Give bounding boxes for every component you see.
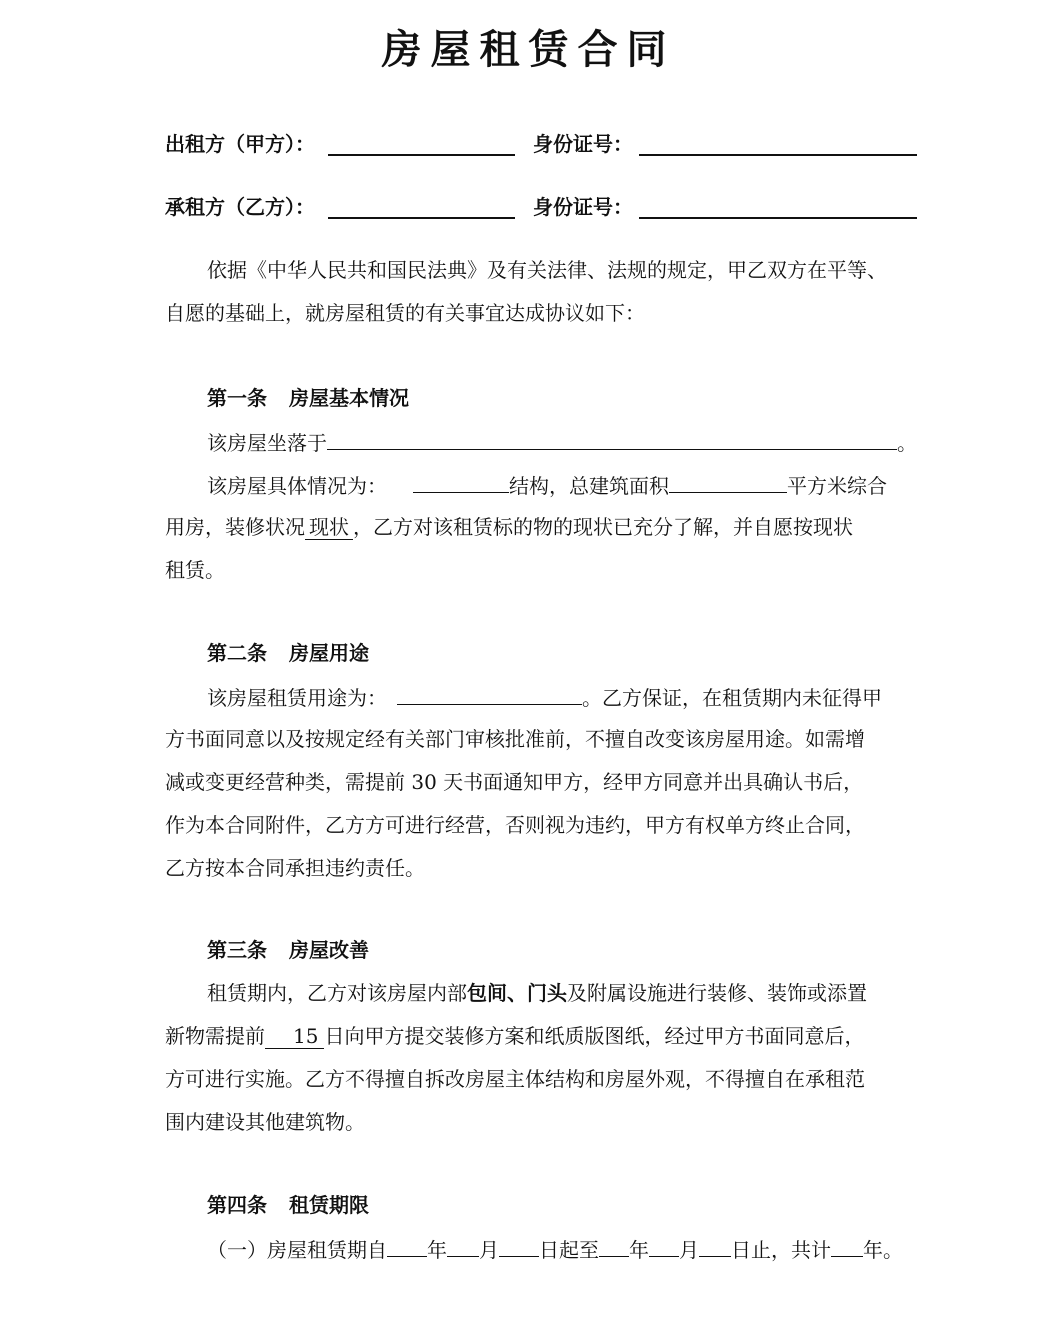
end-day-field[interactable]: [699, 1232, 731, 1257]
end-year-field[interactable]: [599, 1232, 629, 1257]
start-month-field[interactable]: [447, 1232, 479, 1257]
article-2-line-4: 作为本合同附件，乙方方可进行经营，否则视为违约，甲方有权单方终止合同，: [165, 813, 865, 837]
lessor-label: 出租方（甲方）：: [165, 132, 315, 156]
article-3-title: 房屋改善: [289, 938, 369, 962]
article-1-line-3: 租赁。: [165, 558, 225, 582]
improvement-suffix: 及附属设施进行装修、装饰或添置: [567, 981, 867, 1005]
article-3-heading: [207, 934, 369, 966]
improvement-prefix: 租赁期内，乙方对该房屋内部: [207, 981, 467, 1005]
article-4-clause-1: [207, 1232, 903, 1266]
end-month-label: 月: [679, 1238, 699, 1262]
article-1-location-line: [207, 425, 917, 459]
article-2-number: 第二条: [207, 641, 267, 665]
lessee-id-field[interactable]: [639, 217, 917, 219]
article-1-decoration-line: [165, 511, 853, 543]
preamble-line-1: 依据《中华人民共和国民法典》及有关法律、法规的规定，甲乙双方在平等、: [207, 258, 887, 282]
term-prefix: （一）房屋租赁期自: [207, 1238, 387, 1262]
location-field[interactable]: [327, 425, 897, 450]
total-years-field[interactable]: [831, 1232, 863, 1257]
use-field[interactable]: [397, 680, 582, 705]
article-1-number: 第一条: [207, 386, 267, 410]
decoration-field[interactable]: 现状: [305, 515, 353, 540]
start-month-label: 月: [479, 1238, 499, 1262]
end-month-field[interactable]: [649, 1232, 679, 1257]
article-1-detail-line: [207, 468, 887, 502]
article-3-line-4: 围内建设其他建筑物。: [165, 1110, 365, 1134]
lessee-name-field[interactable]: [328, 217, 515, 219]
article-3-line-1: [207, 977, 867, 1009]
total-years-label: 年。: [863, 1238, 903, 1262]
lessor-id-field[interactable]: [639, 154, 917, 156]
lessee-id-label: 身份证号：: [533, 195, 633, 219]
article-4-title: 租赁期限: [289, 1193, 369, 1217]
start-year-label: 年: [427, 1238, 447, 1262]
detail-prefix: 该房屋具体情况为：: [207, 474, 387, 498]
article-1-title: 房屋基本情况: [289, 386, 409, 410]
lessor-row: [165, 128, 925, 162]
lessor-id-label: 身份证号：: [533, 132, 633, 156]
lessee-label: 承租方（乙方）：: [165, 195, 315, 219]
article-3-line-3: 方可进行实施。乙方不得擅自拆改房屋主体结构和房屋外观，不得擅自在承租范: [165, 1067, 865, 1091]
lessor-name-field[interactable]: [328, 154, 515, 156]
lessee-row: [165, 191, 925, 225]
article-2-heading: [207, 637, 369, 669]
article-4-number: 第四条: [207, 1193, 267, 1217]
area-field[interactable]: [669, 468, 787, 493]
location-prefix: 该房屋坐落于: [207, 431, 327, 455]
start-year-field[interactable]: [387, 1232, 427, 1257]
document-title: 房屋租赁合同: [381, 26, 676, 73]
preamble-line-2: 自愿的基础上，就房屋租赁的有关事宜达成协议如下：: [165, 301, 645, 325]
article-2-line-3: 减或变更经营种类，需提前 30 天书面通知甲方，经甲方同意并出具确认书后，: [165, 770, 864, 794]
use-suffix: 。乙方保证，在租赁期内未征得甲: [582, 686, 882, 710]
article-2-line-2: 方书面同意以及按规定经有关部门审核批准前，不擅自改变该房屋用途。如需增: [165, 727, 865, 751]
notice-suffix: 日向甲方提交装修方案和纸质版图纸，经过甲方书面同意后，: [324, 1024, 865, 1048]
article-3-number: 第三条: [207, 938, 267, 962]
area-suffix: 平方米综合: [787, 474, 887, 498]
improvement-bold-items: 包间、门头: [467, 981, 567, 1005]
article-3-line-2: [165, 1020, 864, 1052]
structure-field[interactable]: [413, 468, 509, 493]
decoration-prefix: 用房，装修状况: [165, 515, 305, 539]
article-2-line-5: 乙方按本合同承担违约责任。: [165, 856, 425, 880]
article-1-heading: [207, 382, 409, 414]
article-2-title: 房屋用途: [289, 641, 369, 665]
start-day-label: 日起至: [539, 1238, 599, 1262]
location-suffix: 。: [897, 431, 917, 455]
article-2-use-line: [207, 680, 882, 714]
end-day-label: 日止，共计: [731, 1238, 831, 1262]
decoration-suffix: ，乙方对该租赁标的物的现状已充分了解，并自愿按现状: [353, 515, 853, 539]
start-day-field[interactable]: [499, 1232, 539, 1257]
use-prefix: 该房屋租赁用途为：: [207, 686, 387, 710]
article-4-heading: [207, 1189, 369, 1221]
structure-suffix: 结构，总建筑面积: [509, 474, 669, 498]
notice-prefix: 新物需提前: [165, 1024, 265, 1048]
end-year-label: 年: [629, 1238, 649, 1262]
notice-days-field[interactable]: 15: [265, 1024, 324, 1049]
